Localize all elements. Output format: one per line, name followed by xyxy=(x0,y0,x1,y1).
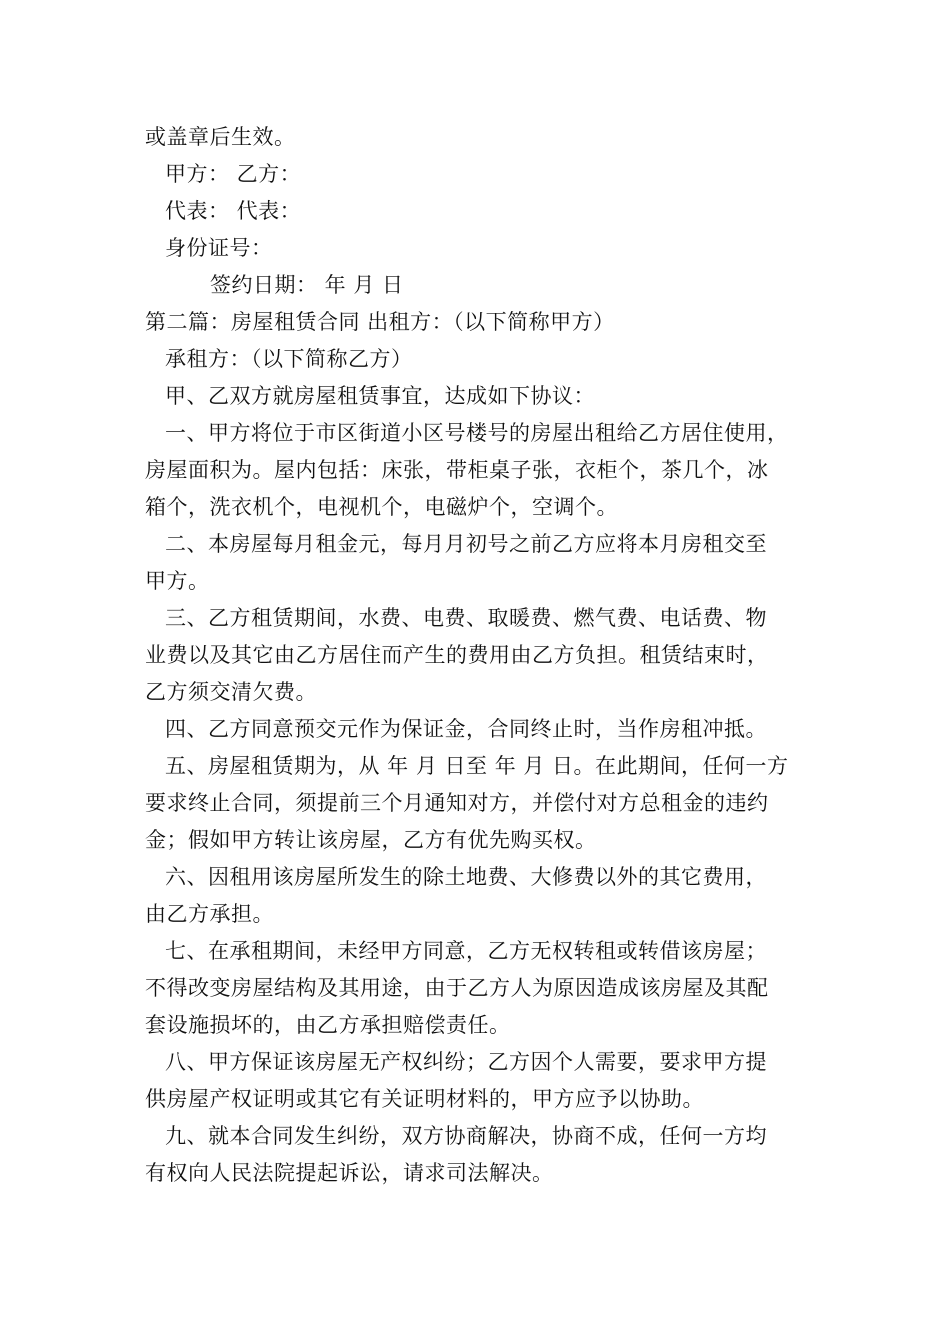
clause-line: 供房屋产权证明或其它有关证明材料的，甲方应予以协助。 xyxy=(145,1087,704,1111)
clause-line: 七、在承租期间，未经甲方同意，乙方无权转租或转借该房屋； xyxy=(165,939,767,963)
representative-line: 代表： 代表： xyxy=(165,199,302,223)
clause-line: 金；假如甲方转让该房屋，乙方有优先购买权。 xyxy=(145,828,597,852)
clause-line: 要求终止合同，须提前三个月通知对方，并偿付对方总租金的违约 xyxy=(145,791,769,815)
clause-line: 甲方。 xyxy=(145,569,210,593)
clause-line: 八、甲方保证该房屋无产权纠纷；乙方因个人需要，要求甲方提 xyxy=(165,1050,767,1074)
clause-line: 不得改变房屋结构及其用途，由于乙方人为原因造成该房屋及其配 xyxy=(145,976,769,1000)
text-line: 或盖章后生效。 xyxy=(145,125,296,149)
clause-line: 有权向人民法院提起诉讼，请求司法解决。 xyxy=(145,1161,554,1185)
tenant-line: 承租方：（以下简称乙方） xyxy=(165,347,413,371)
clause-line: 乙方须交清欠费。 xyxy=(145,680,317,704)
clause-line: 二、本房屋每月租金元，每月月初号之前乙方应将本月房租交至 xyxy=(165,532,767,556)
clause-line: 房屋面积为。屋内包括：床张，带柜桌子张，衣柜个，茶几个，冰 xyxy=(145,458,769,482)
signing-date-line: 签约日期： 年 月 日 xyxy=(210,273,404,297)
clause-line: 五、房屋租赁期为，从 年 月 日至 年 月 日。在此期间，任何一方 xyxy=(165,754,789,778)
agreement-intro: 甲、乙双方就房屋租赁事宜，达成如下协议： xyxy=(165,384,595,408)
clause-line: 一、甲方将位于市区街道小区号楼号的房屋出租给乙方居住使用， xyxy=(165,421,789,445)
clause-line: 由乙方承担。 xyxy=(145,902,274,926)
section-title: 第二篇：房屋租赁合同 出租方：（以下简称甲方） xyxy=(145,310,615,334)
clause-line: 三、乙方租赁期间，水费、电费、取暖费、燃气费、电话费、物 xyxy=(165,606,767,630)
clause-line: 业费以及其它由乙方居住而产生的费用由乙方负担。租赁结束时， xyxy=(145,643,769,667)
clause-line: 四、乙方同意预交元作为保证金，合同终止时，当作房租冲抵。 xyxy=(165,717,767,741)
document-body xyxy=(145,119,813,1192)
clause-line: 套设施损坏的，由乙方承担赔偿责任。 xyxy=(145,1013,511,1037)
id-number-line: 身份证号： xyxy=(165,236,273,260)
clause-line: 箱个，洗衣机个，电视机个，电磁炉个，空调个。 xyxy=(145,495,618,519)
party-line: 甲方： 乙方： xyxy=(165,162,302,186)
clause-line: 九、就本合同发生纠纷，双方协商解决，协商不成，任何一方均 xyxy=(165,1124,767,1148)
clause-line: 六、因租用该房屋所发生的除土地费、大修费以外的其它费用， xyxy=(165,865,767,889)
